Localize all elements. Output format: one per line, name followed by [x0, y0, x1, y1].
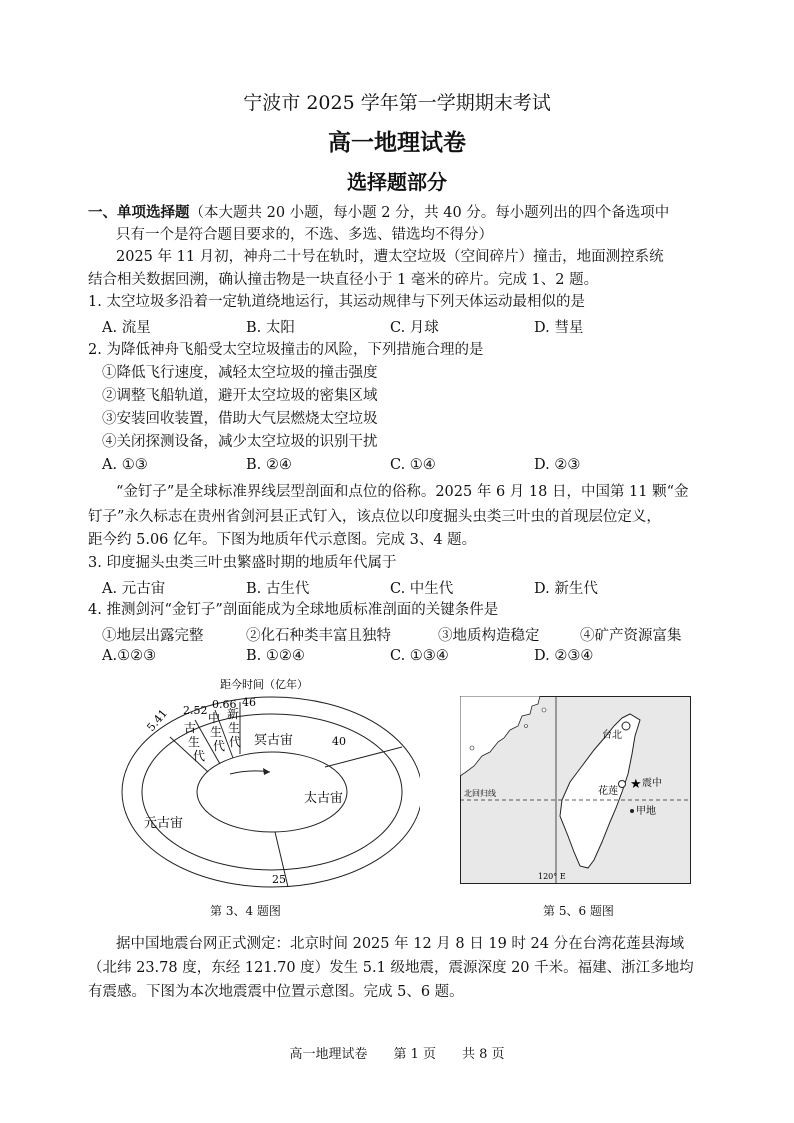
q3-stem: 3. 印度掘头虫类三叶虫繁盛时期的地质年代属于	[88, 555, 397, 571]
q2-item-1: ①降低飞行速度，减轻太空垃圾的撞击强度	[102, 365, 378, 381]
q3-option-c[interactable]: C. 中生代	[390, 581, 454, 597]
meridian-label: 120° E	[538, 872, 566, 881]
era-mesozoic-label-3: 代	[213, 739, 226, 753]
passage1-line-2: 结合相关数据回溯，确认撞击物是一块直径小于 1 毫米的碎片。完成 1、2 题。	[88, 272, 599, 288]
passage3-line-2: （北纬 23.78 度，东经 121.70 度）发生 5.1 级地震，震源深度 20 千米。福建、浙江多地均	[88, 960, 694, 976]
taipei-marker	[622, 722, 630, 730]
instructions-line-2: 只有一个是符合题目要求的，不选、多选、错选均不得分）	[116, 227, 493, 243]
era-cenozoic-label-3: 代	[229, 735, 242, 749]
passage2-line-3: 距今约 5.06 亿年。下图为地质年代示意图。完成 3、4 题。	[88, 532, 477, 548]
instructions-line-1: （本大题共 20 小题，每小题 2 分，共 40 分。每小题列出的四个备选项中	[189, 205, 670, 221]
passage2-line-2: 钉子”永久标志在贵州省剑河县正式钉入，该点位以印度掘头虫类三叶虫的首现层位定义，	[88, 509, 661, 525]
q2-item-4: ④关闭探测设备，减少太空垃圾的识别干扰	[102, 434, 378, 450]
era-cenozoic-label-2: 生	[228, 721, 241, 735]
passage3-line-1: 据中国地震台网正式测定：北京时间 2025 年 12 月 8 日 19 时 24 分在台湾花莲县海域	[116, 936, 685, 952]
hualien-marker	[619, 781, 626, 788]
epicenter-label: 震中	[642, 778, 662, 789]
part-instructions	[88, 203, 669, 223]
q4-item-3: ③地质构造稳定	[438, 628, 540, 644]
q4-option-a[interactable]: A.①②③	[102, 648, 157, 664]
era-mesozoic	[208, 710, 226, 753]
passage1-line-1: 2025 年 11 月初，神舟二十号在轨时，遭太空垃圾（空间碎片）撞击，地面测控系统	[116, 249, 664, 265]
q2-option-c[interactable]: C. ①④	[390, 457, 436, 473]
passage3-line-3: 有震感。下图为本次地震震中位置示意图。完成 5、6 题。	[88, 984, 464, 1000]
fig56-caption: 第 5、6 题图	[543, 904, 614, 918]
q3-option-b[interactable]: B. 古生代	[246, 581, 310, 597]
island	[470, 746, 474, 750]
taipei-label: 台北	[602, 730, 622, 741]
q4-item-4: ④矿产资源富集	[580, 628, 682, 644]
era-cenozoic-label: 新	[227, 707, 240, 721]
q4-item-1: ①地层出露完整	[102, 628, 204, 644]
q3-option-d[interactable]: D. 新生代	[534, 581, 598, 597]
tick-066: 0.66	[212, 698, 237, 711]
jia-label: 甲地	[636, 806, 656, 817]
exam-title: 宁波市 2025 学年第一学期期末考试	[243, 92, 551, 114]
q1-option-b[interactable]: B. 太阳	[246, 320, 295, 336]
q3-option-a[interactable]: A. 元古宙	[102, 581, 166, 597]
tick-line-40	[325, 747, 402, 767]
tick-541: 5.41	[144, 706, 171, 734]
page-footer: 高一地理试卷 第 1 页 共 8 页	[289, 1047, 505, 1062]
part-heading: 一、单项选择题	[88, 204, 190, 221]
paper-title: 高一地理试卷	[328, 129, 466, 156]
eon-archean: 太古宙	[304, 791, 344, 806]
q1-option-c[interactable]: C. 月球	[390, 320, 439, 336]
passage2-line-1: “金钉子”是全球标准界线层型剖面和点位的俗称。2025 年 6 月 18 日，中国第 11 颗“金	[116, 484, 689, 500]
q2-item-3: ③安装回收装置，借助大气层燃烧太空垃圾	[102, 411, 378, 427]
island	[525, 725, 528, 728]
era-mesozoic-label-2: 生	[210, 725, 223, 739]
eon-proterozoic: 元古宙	[144, 816, 184, 831]
epicenter-star-icon: ★	[630, 777, 642, 792]
section-title: 选择题部分	[347, 170, 447, 194]
tropic-label: 北回归线	[464, 789, 496, 798]
era-cenozoic	[227, 707, 244, 749]
tick-252: 2.52	[183, 704, 208, 717]
eon-hadean: 冥古宙	[254, 733, 294, 748]
era-paleozoic-label-2: 生	[188, 735, 201, 749]
q4-option-c[interactable]: C. ①③④	[390, 648, 449, 664]
epicenter-map	[460, 696, 691, 884]
axis-title: 距今时间（亿年）	[220, 678, 308, 691]
q2-option-d[interactable]: D. ②③	[534, 457, 581, 473]
era-paleozoic-label-3: 代	[193, 749, 206, 763]
q2-item-2: ②调整飞船轨道，避开太空垃圾的密集区域	[102, 388, 378, 404]
era-mesozoic-label: 中	[208, 711, 221, 725]
q4-option-b[interactable]: B. ①②④	[246, 648, 305, 664]
fig34-caption: 第 3、4 题图	[210, 904, 281, 918]
geologic-time-diagram	[100, 672, 420, 894]
tick-40: 40	[332, 735, 346, 748]
q1-option-a[interactable]: A. 流星	[102, 320, 151, 336]
tick-46: 46	[242, 696, 256, 709]
q4-option-d[interactable]: D. ②③④	[534, 648, 594, 664]
q1-stem: 1. 太空垃圾多沿着一定轨道绕地运行，其运动规律与下列天体运动最相似的是	[88, 294, 585, 310]
tick-25: 25	[272, 873, 286, 886]
q2-option-a[interactable]: A. ①③	[102, 457, 148, 473]
q4-stem: 4. 推测剑河“金钉子”剖面能成为全球地质标准剖面的关键条件是	[88, 602, 499, 618]
hualien-label: 花莲	[598, 786, 618, 797]
era-paleozoic-label: 古	[184, 721, 197, 735]
island	[542, 708, 546, 712]
jia-marker	[630, 809, 634, 813]
q2-option-b[interactable]: B. ②④	[246, 457, 292, 473]
outer-ellipse	[122, 697, 420, 887]
time-arrow-head	[263, 768, 270, 775]
q2-stem: 2. 为降低神舟飞船受太空垃圾撞击的风险，下列措施合理的是	[88, 342, 484, 358]
q4-item-2: ②化石种类丰富且独特	[246, 628, 391, 644]
q1-option-d[interactable]: D. 彗星	[534, 320, 584, 336]
